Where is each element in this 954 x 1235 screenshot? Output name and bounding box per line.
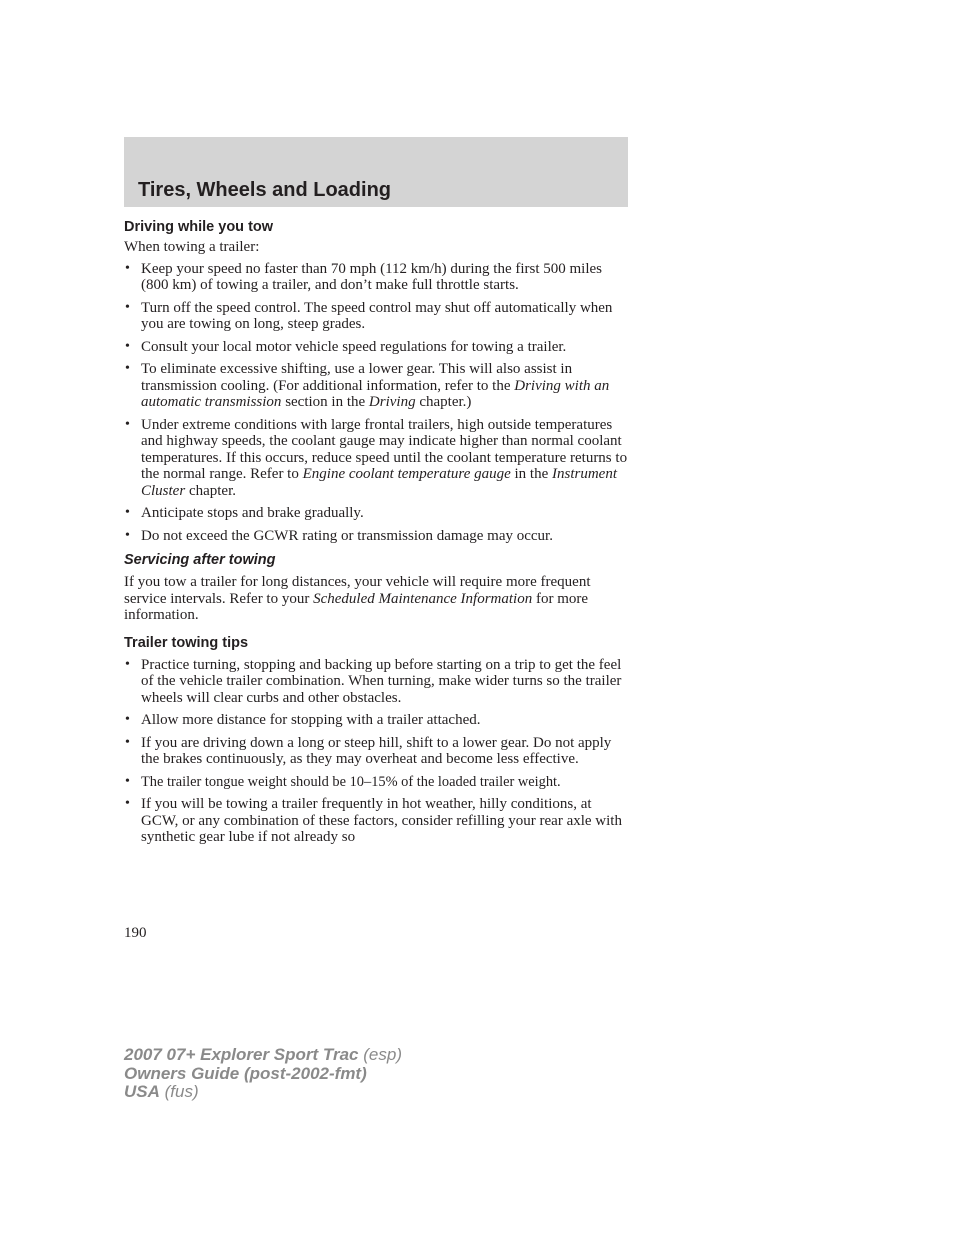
tips-bullet-list — [124, 657, 628, 846]
list-item: • To eliminate excessive shifting, use a lower gear. This will also assist in transmission cooling. (For additional information, refer to the Driving with an automatic transmission section in the Driving chapter.) — [125, 361, 610, 410]
list-item: • The trailer tongue weight should be 10–15% of the loaded trailer weight. — [125, 773, 561, 790]
list-item: • Consult your local motor vehicle speed regulations for towing a trailer. — [125, 338, 567, 355]
list-item: • Allow more distance for stopping with a trailer attached. — [125, 712, 481, 728]
bullet-icon: • — [125, 361, 130, 376]
document-footer — [124, 1046, 402, 1102]
bullet-icon: • — [125, 656, 130, 672]
bullet-icon: • — [125, 260, 130, 276]
footer-line-1: 2007 07+ Explorer Sport Trac (esp) — [124, 1045, 402, 1064]
cross-reference: Engine coolant temperature gauge — [302, 466, 511, 482]
bullet-icon: • — [125, 416, 130, 432]
intro-text: When towing a trailer: — [124, 239, 260, 255]
page-content — [124, 219, 628, 852]
footer-line-2: Owners Guide (post-2002-fmt) — [124, 1063, 367, 1083]
towing-bullet-list — [124, 261, 628, 545]
bullet-icon: • — [125, 734, 130, 750]
bullet-icon: • — [125, 299, 130, 315]
bullet-icon: • — [125, 773, 130, 789]
cross-reference: Driving with an automatic transmission — [141, 377, 610, 410]
cross-reference: Driving — [368, 394, 416, 410]
footer-line-3: USA (fus) — [124, 1082, 199, 1101]
list-item: • If you are driving down a long or steep hill, shift to a lower gear. Do not apply the brakes continuously, as they may overheat and become less effective. — [125, 734, 612, 767]
cross-reference: Instrument Cluster — [141, 466, 618, 499]
list-item: • Do not exceed the GCWR rating or transmission damage may occur. — [125, 527, 553, 544]
list-item: • Practice turning, stopping and backing up before starting on a trip to get the feel of the vehicle trailer combination. When turning, make wider turns so the trailer wheels will clear curbs and other obstacles. — [125, 656, 622, 706]
servicing-paragraph: If you tow a trailer for long distances, your vehicle will require more frequent service intervals. Refer to your Scheduled Maintenance Information for more information. — [124, 574, 591, 623]
list-item: • Under extreme conditions with large frontal trailers, high outside temperatures and highway speeds, the coolant gauge may indicate higher than normal coolant temperatures. If this occurs, reduce speed until the coolant temperature returns to the normal range. Refer to Engine coolant temperature gauge in the Instrument Cluster chapter. — [125, 416, 628, 499]
list-item: • If you will be towing a trailer frequently in hot weather, hilly conditions, at GCW, or any combination of these factors, consider refilling your rear axle with synthetic gear lube if not already so — [125, 796, 622, 845]
bullet-icon: • — [125, 712, 130, 727]
list-item: • Keep your speed no faster than 70 mph (112 km/h) during the first 500 miles (800 km) of towing a trailer, and don’t make full throttle starts. — [125, 260, 603, 293]
chapter-title: Tires, Wheels and Loading — [138, 179, 392, 201]
section-heading-trailer-towing-tips: Trailer towing tips — [124, 634, 249, 651]
page-number: 190 — [124, 925, 147, 941]
bullet-icon: • — [125, 527, 130, 543]
bullet-icon: • — [125, 505, 130, 520]
chapter-header-band — [124, 137, 628, 207]
bullet-icon: • — [125, 796, 130, 811]
section-heading-servicing-after-towing: Servicing after towing — [124, 552, 276, 568]
bullet-icon: • — [125, 338, 130, 354]
list-item: • Anticipate stops and brake gradually. — [125, 505, 364, 521]
section-heading-driving-while-you-tow: Driving while you tow — [124, 219, 274, 235]
list-item: • Turn off the speed control. The speed control may shut off automatically when you are towing on long, steep grades. — [125, 299, 613, 332]
cross-reference: Scheduled Maintenance Information — [313, 590, 533, 607]
